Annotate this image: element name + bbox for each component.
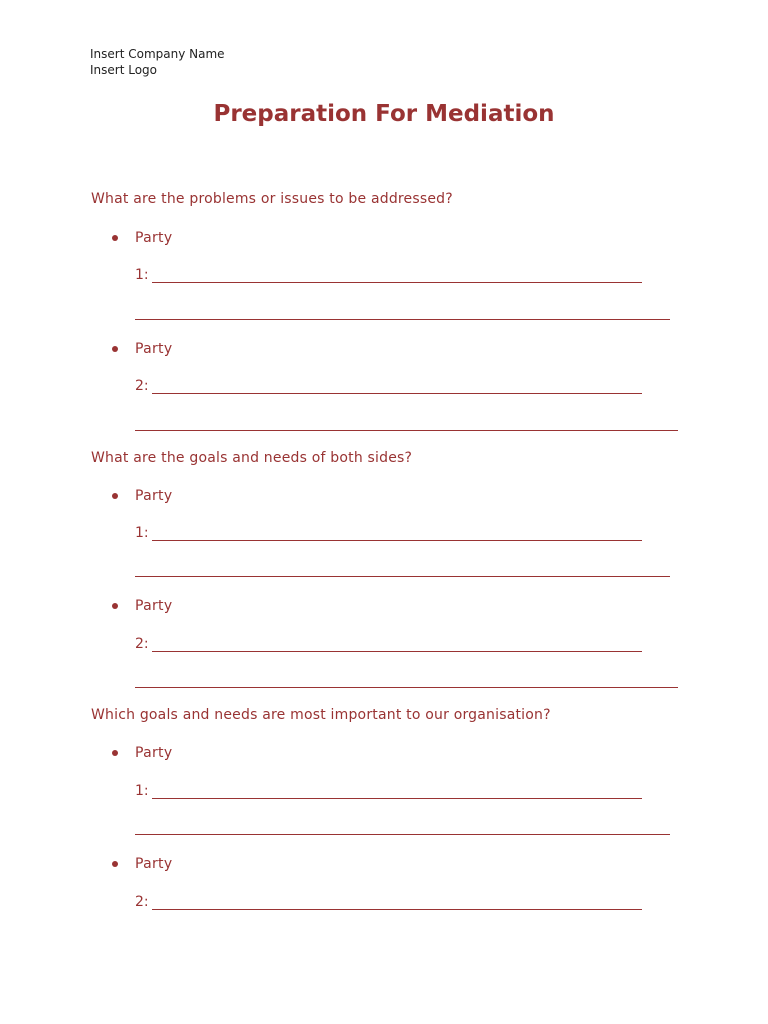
page-title: Preparation For Mediation — [213, 101, 555, 127]
answer-line[interactable] — [152, 651, 642, 652]
logo-placeholder: Insert Logo — [90, 63, 158, 77]
answer-line[interactable] — [152, 909, 642, 910]
question-problems: What are the problems or issues to be addressed? — [91, 191, 453, 207]
answer-line[interactable] — [152, 540, 642, 541]
bullet-icon — [112, 603, 118, 609]
answer-line[interactable] — [135, 687, 678, 688]
answer-line[interactable] — [135, 576, 670, 577]
party-number: 2: — [135, 894, 149, 910]
answer-line[interactable] — [135, 834, 670, 835]
party-number: 2: — [135, 636, 149, 652]
bullet-icon — [112, 750, 118, 756]
party-number: 2: — [135, 378, 149, 394]
party-number: 1: — [135, 267, 149, 283]
party-label: Party — [135, 745, 173, 761]
party-label: Party — [135, 856, 173, 872]
party-label: Party — [135, 598, 173, 614]
bullet-icon — [112, 235, 118, 241]
answer-line[interactable] — [135, 319, 670, 320]
company-name-placeholder: Insert Company Name — [90, 47, 225, 61]
answer-line[interactable] — [152, 393, 642, 394]
question-goals-needs: What are the goals and needs of both sides? — [91, 450, 413, 466]
answer-line[interactable] — [152, 798, 642, 799]
party-label: Party — [135, 230, 173, 246]
party-number: 1: — [135, 525, 149, 541]
answer-line[interactable] — [135, 430, 678, 431]
bullet-icon — [112, 493, 118, 499]
party-label: Party — [135, 341, 173, 357]
answer-line[interactable] — [152, 282, 642, 283]
bullet-icon — [112, 346, 118, 352]
question-priorities: Which goals and needs are most important to our organisation? — [91, 707, 551, 723]
bullet-icon — [112, 861, 118, 867]
party-number: 1: — [135, 783, 149, 799]
party-label: Party — [135, 488, 173, 504]
